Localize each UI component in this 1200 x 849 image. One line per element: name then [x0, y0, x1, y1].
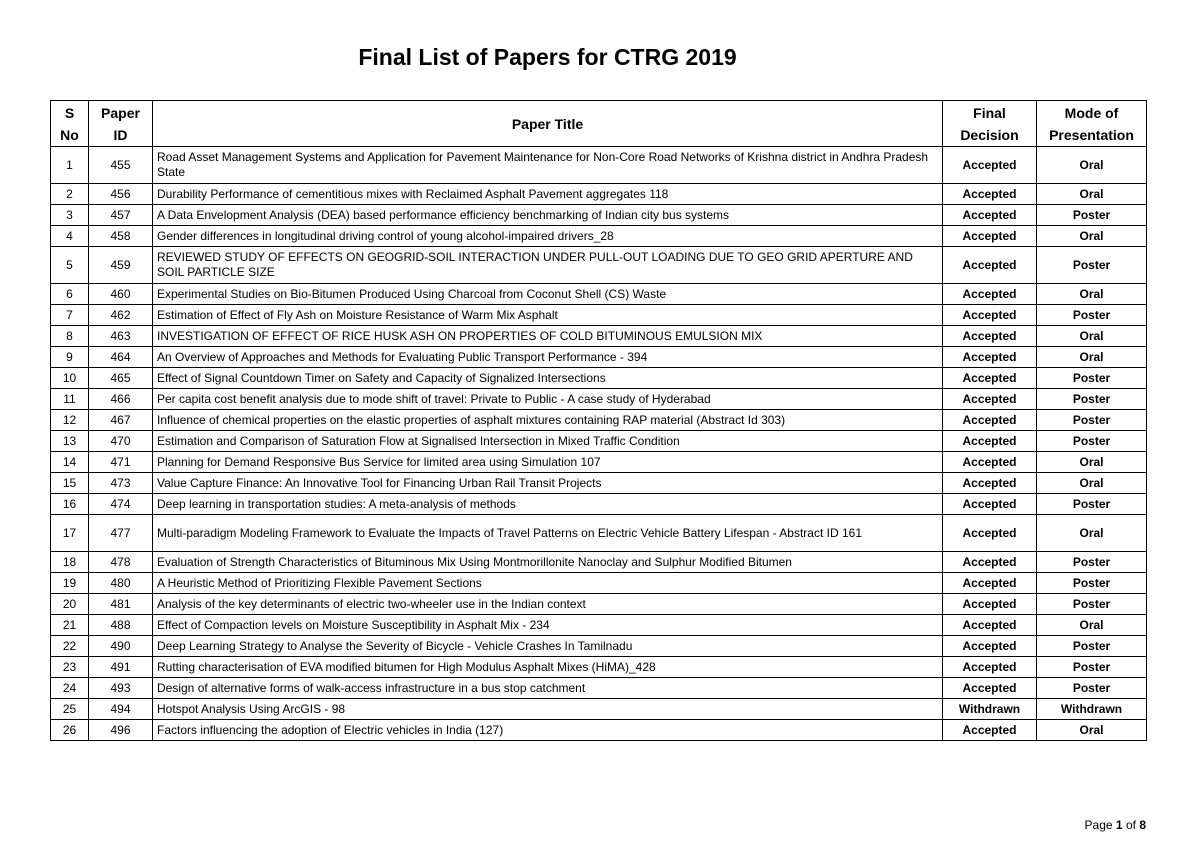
cell-paper-title: Multi-paradigm Modeling Framework to Evaluate the Impacts of Travel Patterns on Electric Vehicle Battery Lifespan - Abstract ID 161 — [153, 515, 943, 552]
cell-paper-title: Evaluation of Strength Characteristics of Bituminous Mix Using Montmorillonite Nanoclay and Sulphur Modified Bitumen — [153, 552, 943, 573]
cell-final-decision: Accepted — [943, 247, 1037, 284]
cell-paper-title: Durability Performance of cementitious mixes with Reclaimed Asphalt Pavement aggregates 118 — [153, 184, 943, 205]
cell-final-decision: Accepted — [943, 147, 1037, 184]
cell-paper-id: 456 — [89, 184, 153, 205]
footer-of-word: of — [1125, 818, 1136, 832]
cell-paper-title: Design of alternative forms of walk-access infrastructure in a bus stop catchment — [153, 678, 943, 699]
cell-paper-id: 474 — [89, 494, 153, 515]
header-final-decision-line1: Final — [973, 104, 1006, 121]
cell-paper-id: 496 — [89, 720, 153, 741]
table-row — [51, 410, 1147, 431]
cell-paper-title: Analysis of the key determinants of electric two-wheeler use in the Indian context — [153, 594, 943, 615]
cell-paper-id: 473 — [89, 473, 153, 494]
header-mode — [1037, 101, 1147, 147]
cell-sno: 20 — [51, 594, 89, 615]
cell-mode: Poster — [1037, 368, 1147, 389]
cell-paper-id: 488 — [89, 615, 153, 636]
cell-paper-id: 480 — [89, 573, 153, 594]
table-row — [51, 284, 1147, 305]
cell-sno: 3 — [51, 205, 89, 226]
cell-mode: Poster — [1037, 205, 1147, 226]
cell-sno: 13 — [51, 431, 89, 452]
cell-sno: 26 — [51, 720, 89, 741]
page-footer — [1085, 818, 1146, 832]
cell-sno: 17 — [51, 515, 89, 552]
table-row — [51, 594, 1147, 615]
cell-mode: Oral — [1037, 615, 1147, 636]
cell-paper-id: 490 — [89, 636, 153, 657]
cell-mode: Oral — [1037, 347, 1147, 368]
cell-final-decision: Accepted — [943, 305, 1037, 326]
cell-final-decision: Accepted — [943, 473, 1037, 494]
cell-sno: 21 — [51, 615, 89, 636]
cell-sno: 8 — [51, 326, 89, 347]
cell-final-decision: Accepted — [943, 205, 1037, 226]
table-row — [51, 368, 1147, 389]
cell-paper-title: Planning for Demand Responsive Bus Service for limited area using Simulation 107 — [153, 452, 943, 473]
cell-mode: Oral — [1037, 452, 1147, 473]
footer-page-word: Page — [1084, 818, 1113, 832]
cell-sno: 24 — [51, 678, 89, 699]
cell-paper-title: Effect of Compaction levels on Moisture Susceptibility in Asphalt Mix - 234 — [153, 615, 943, 636]
cell-mode: Oral — [1037, 473, 1147, 494]
cell-paper-id: 491 — [89, 657, 153, 678]
header-paper-id-line2: ID — [113, 126, 128, 143]
cell-sno: 25 — [51, 699, 89, 720]
table-row — [51, 494, 1147, 515]
cell-paper-id: 465 — [89, 368, 153, 389]
header-paper-id-line1: Paper — [101, 104, 140, 121]
cell-final-decision: Accepted — [943, 452, 1037, 473]
cell-paper-title: Hotspot Analysis Using ArcGIS - 98 — [153, 699, 943, 720]
cell-sno: 9 — [51, 347, 89, 368]
cell-sno: 12 — [51, 410, 89, 431]
cell-paper-id: 458 — [89, 226, 153, 247]
cell-paper-title: REVIEWED STUDY OF EFFECTS ON GEOGRID-SOIL INTERACTION UNDER PULL-OUT LOADING DUE TO GEO GRID APERTURE AND SOIL PARTICLE SIZE — [153, 247, 943, 284]
cell-final-decision: Accepted — [943, 284, 1037, 305]
cell-paper-title: Effect of Signal Countdown Timer on Safety and Capacity of Signalized Intersections — [153, 368, 943, 389]
cell-final-decision: Accepted — [943, 657, 1037, 678]
cell-final-decision: Accepted — [943, 615, 1037, 636]
cell-mode: Poster — [1037, 410, 1147, 431]
table-header-row — [51, 101, 1147, 147]
table-row — [51, 636, 1147, 657]
cell-final-decision: Accepted — [943, 431, 1037, 452]
header-paper-id — [89, 101, 153, 147]
cell-paper-id: 457 — [89, 205, 153, 226]
header-sno-line2: No — [60, 126, 79, 143]
cell-sno: 19 — [51, 573, 89, 594]
table-row — [51, 347, 1147, 368]
cell-paper-title: An Overview of Approaches and Methods for Evaluating Public Transport Performance - 394 — [153, 347, 943, 368]
table-body — [51, 147, 1147, 741]
table-row — [51, 552, 1147, 573]
cell-paper-id: 462 — [89, 305, 153, 326]
cell-paper-id: 467 — [89, 410, 153, 431]
cell-paper-id: 459 — [89, 247, 153, 284]
cell-final-decision: Accepted — [943, 720, 1037, 741]
table-row — [51, 247, 1147, 284]
cell-final-decision: Withdrawn — [943, 699, 1037, 720]
cell-paper-title: Influence of chemical properties on the elastic properties of asphalt mixtures containing RAP material (Abstract Id 303) — [153, 410, 943, 431]
cell-paper-title: Value Capture Finance: An Innovative Tool for Financing Urban Rail Transit Projects — [153, 473, 943, 494]
cell-mode: Poster — [1037, 431, 1147, 452]
cell-mode: Poster — [1037, 552, 1147, 573]
cell-paper-title: Estimation of Effect of Fly Ash on Moisture Resistance of Warm Mix Asphalt — [153, 305, 943, 326]
header-final-decision — [943, 101, 1037, 147]
cell-mode: Poster — [1037, 636, 1147, 657]
cell-mode: Withdrawn — [1037, 699, 1147, 720]
cell-sno: 2 — [51, 184, 89, 205]
cell-paper-title: Estimation and Comparison of Saturation Flow at Signalised Intersection in Mixed Traffic Condition — [153, 431, 943, 452]
table-row — [51, 699, 1147, 720]
cell-paper-title: Deep learning in transportation studies: A meta-analysis of methods — [153, 494, 943, 515]
cell-sno: 16 — [51, 494, 89, 515]
cell-paper-id: 478 — [89, 552, 153, 573]
cell-final-decision: Accepted — [943, 368, 1037, 389]
cell-mode: Oral — [1037, 515, 1147, 552]
cell-paper-id: 493 — [89, 678, 153, 699]
cell-final-decision: Accepted — [943, 678, 1037, 699]
cell-mode: Poster — [1037, 494, 1147, 515]
cell-paper-id: 481 — [89, 594, 153, 615]
cell-paper-title: Rutting characterisation of EVA modified bitumen for High Modulus Asphalt Mixes (HiMA)_428 — [153, 657, 943, 678]
cell-paper-title: Per capita cost benefit analysis due to mode shift of travel: Private to Public - A case study of Hyderabad — [153, 389, 943, 410]
footer-total-pages: 8 — [1139, 818, 1146, 832]
cell-paper-title: Road Asset Management Systems and Application for Pavement Maintenance for Non-Core Road Networks of Krishna district in Andhra Pradesh State — [153, 147, 943, 184]
header-mode-line1: Mode of — [1064, 104, 1119, 121]
cell-paper-title: A Data Envelopment Analysis (DEA) based performance efficiency benchmarking of Indian city bus systems — [153, 205, 943, 226]
table-row — [51, 147, 1147, 184]
cell-mode: Oral — [1037, 284, 1147, 305]
header-sno — [51, 101, 89, 147]
cell-mode: Oral — [1037, 147, 1147, 184]
cell-paper-title: INVESTIGATION OF EFFECT OF RICE HUSK ASH ON PROPERTIES OF COLD BITUMINOUS EMULSION MIX — [153, 326, 943, 347]
cell-sno: 18 — [51, 552, 89, 573]
cell-paper-id: 494 — [89, 699, 153, 720]
table-row — [51, 326, 1147, 347]
cell-paper-id: 466 — [89, 389, 153, 410]
cell-sno: 1 — [51, 147, 89, 184]
cell-paper-title: A Heuristic Method of Prioritizing Flexible Pavement Sections — [153, 573, 943, 594]
cell-sno: 23 — [51, 657, 89, 678]
cell-sno: 6 — [51, 284, 89, 305]
table-row — [51, 678, 1147, 699]
papers-table — [50, 100, 1147, 741]
cell-mode: Oral — [1037, 184, 1147, 205]
cell-mode: Oral — [1037, 226, 1147, 247]
cell-final-decision: Accepted — [943, 226, 1037, 247]
cell-paper-id: 464 — [89, 347, 153, 368]
cell-final-decision: Accepted — [943, 326, 1037, 347]
cell-paper-id: 470 — [89, 431, 153, 452]
table-row — [51, 205, 1147, 226]
table-row — [51, 573, 1147, 594]
cell-paper-title: Factors influencing the adoption of Electric vehicles in India (127) — [153, 720, 943, 741]
cell-sno: 5 — [51, 247, 89, 284]
table-row — [51, 389, 1147, 410]
table-row — [51, 473, 1147, 494]
cell-sno: 22 — [51, 636, 89, 657]
cell-mode: Poster — [1037, 657, 1147, 678]
cell-mode: Poster — [1037, 573, 1147, 594]
table-row — [51, 720, 1147, 741]
cell-final-decision: Accepted — [943, 410, 1037, 431]
cell-paper-id: 471 — [89, 452, 153, 473]
cell-mode: Poster — [1037, 678, 1147, 699]
table-row — [51, 184, 1147, 205]
cell-final-decision: Accepted — [943, 184, 1037, 205]
cell-final-decision: Accepted — [943, 573, 1037, 594]
cell-sno: 7 — [51, 305, 89, 326]
cell-mode: Poster — [1037, 389, 1147, 410]
cell-final-decision: Accepted — [943, 494, 1037, 515]
table-row — [51, 431, 1147, 452]
header-final-decision-line2: Decision — [960, 126, 1019, 143]
cell-paper-title: Gender differences in longitudinal driving control of young alcohol-impaired drivers_28 — [153, 226, 943, 247]
page-title: Final List of Papers for CTRG 2019 — [358, 44, 737, 70]
table-row — [51, 305, 1147, 326]
cell-sno: 14 — [51, 452, 89, 473]
cell-final-decision: Accepted — [943, 347, 1037, 368]
cell-final-decision: Accepted — [943, 389, 1037, 410]
cell-mode: Oral — [1037, 326, 1147, 347]
cell-paper-id: 460 — [89, 284, 153, 305]
cell-paper-id: 463 — [89, 326, 153, 347]
cell-sno: 11 — [51, 389, 89, 410]
cell-mode: Poster — [1037, 247, 1147, 284]
cell-final-decision: Accepted — [943, 552, 1037, 573]
header-sno-line1: S — [64, 104, 75, 121]
cell-mode: Poster — [1037, 305, 1147, 326]
cell-final-decision: Accepted — [943, 515, 1037, 552]
cell-mode: Poster — [1037, 594, 1147, 615]
footer-current-page: 1 — [1115, 818, 1123, 832]
cell-paper-id: 477 — [89, 515, 153, 552]
header-mode-line2: Presentation — [1049, 126, 1134, 143]
cell-sno: 4 — [51, 226, 89, 247]
cell-paper-title: Deep Learning Strategy to Analyse the Severity of Bicycle - Vehicle Crashes In Tamilnadu — [153, 636, 943, 657]
cell-sno: 15 — [51, 473, 89, 494]
table-row — [51, 515, 1147, 552]
cell-paper-title: Experimental Studies on Bio-Bitumen Produced Using Charcoal from Coconut Shell (CS) Waste — [153, 284, 943, 305]
cell-final-decision: Accepted — [943, 636, 1037, 657]
cell-final-decision: Accepted — [943, 594, 1037, 615]
table-row — [51, 226, 1147, 247]
header-paper-title: Paper Title — [153, 101, 943, 147]
table-row — [51, 615, 1147, 636]
table-row — [51, 452, 1147, 473]
cell-sno: 10 — [51, 368, 89, 389]
cell-paper-id: 455 — [89, 147, 153, 184]
table-row — [51, 657, 1147, 678]
cell-mode: Oral — [1037, 720, 1147, 741]
